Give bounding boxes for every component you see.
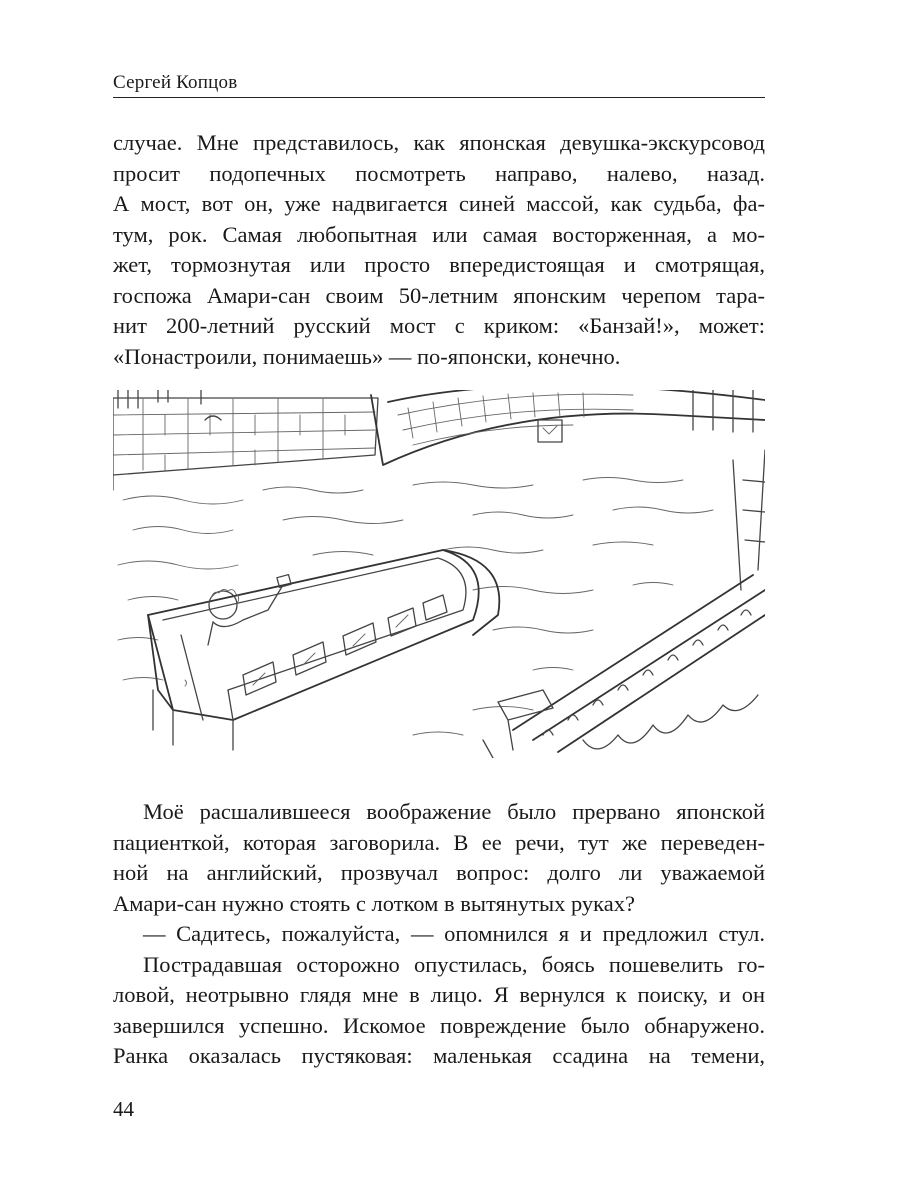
text-line: госпожа Амари-сан своим 50-летним японским черепом тара-: [113, 282, 765, 308]
paragraph-top: [113, 128, 765, 372]
text-line: Ранка оказалась пустяковая: маленькая ссадина на темени,: [113, 1043, 765, 1068]
river-water: [118, 478, 713, 736]
paragraph-bottom: [113, 797, 765, 1072]
header-rule: [113, 97, 765, 98]
text-line: завершился успешно. Искомое повреждение было обнаружено.: [113, 1012, 765, 1038]
sketch-drawing: [113, 390, 765, 758]
boat-bridge-sketch: [113, 390, 765, 758]
woman-figure: [208, 575, 291, 645]
text-line: Пострадавшая осторожно опустилась, боясь пошевелить го-: [143, 951, 765, 977]
text-line: «Понастроили, понимаешь» — по-японски, конечно.: [113, 343, 621, 369]
text-line: Моё расшалившееся воображение было прервано японской: [143, 799, 765, 824]
text-line: жет, тормознутая или просто впередистоящая и смотрящая,: [113, 252, 765, 277]
text-line: А мост, вот он, уже надвигается синей массой, как судьба, фа-: [113, 191, 765, 216]
text-line: случае. Мне представилось, как японская девушка-экскурсовод: [113, 130, 765, 155]
text-line: нит 200-летний русский мост с криком: «Банзай!», может:: [113, 313, 765, 338]
text-line: ной на английский, прозвучал вопрос: долго ли уважаемой: [113, 860, 765, 885]
text-line: просит подопечных посмотреть направо, налево, назад.: [113, 160, 765, 186]
text-line: — Садитесь, пожалуйста, — опомнился я и предложил стул.: [143, 921, 765, 946]
text-line: Амари-сан нужно стоять с лотком в вытянутых руках?: [113, 890, 635, 916]
bridge-stonework-left: [113, 390, 378, 490]
granite-embankment: [483, 575, 765, 758]
running-head-author: Сергей Копцов: [113, 72, 238, 93]
text-line: ловой, неотрывно глядя мне в лицо. Я вернулся к поиску, и он: [113, 982, 765, 1007]
page-number: 44: [113, 1097, 134, 1121]
text-line: тум, рок. Самая любопытная или самая восторженная, а мо-: [113, 221, 765, 247]
bridge-arch: [371, 390, 765, 465]
text-line: пациенткой, которая заговорила. В ее речи, тут же переведен-: [113, 829, 765, 855]
tour-boat: [148, 550, 499, 750]
embankment-wall-right: [733, 450, 765, 590]
